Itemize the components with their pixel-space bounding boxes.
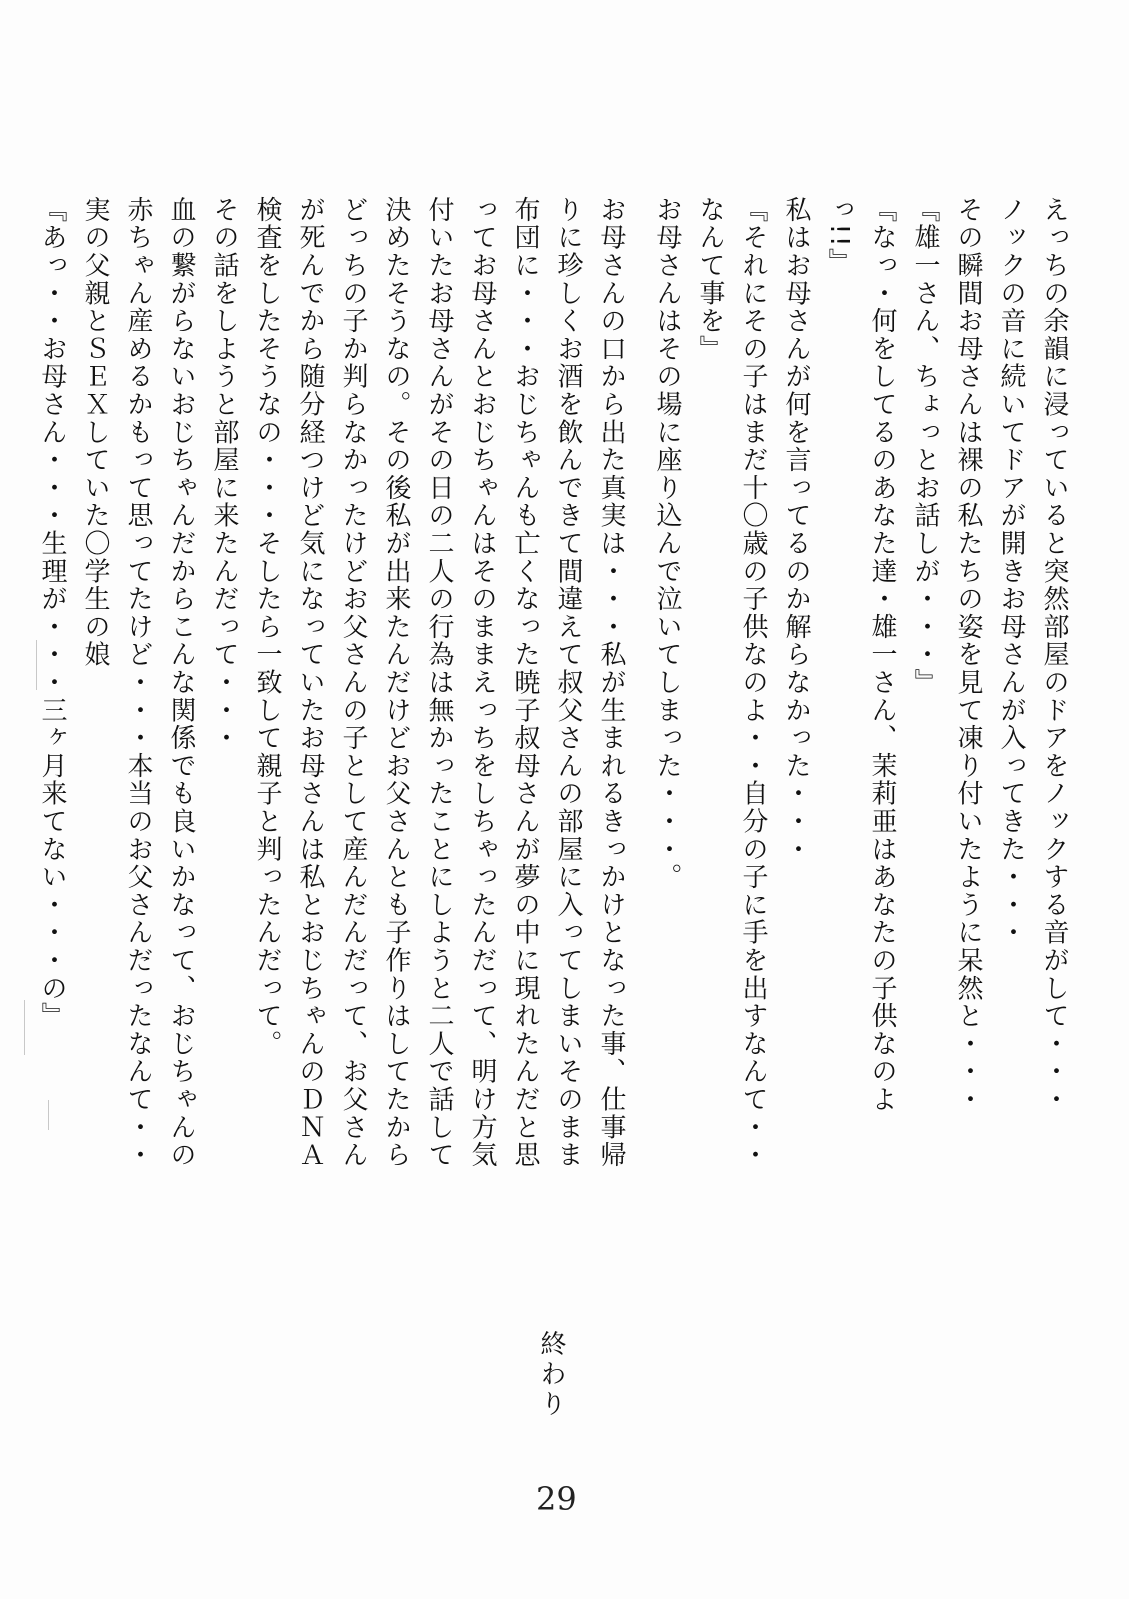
text-line: その話をしようと部屋に来たんだって・・・	[209, 196, 239, 752]
text-line: その瞬間お母さんは裸の私たちの姿を見て凍り付いたように呆然と・・・	[953, 196, 983, 1114]
scan-speck	[36, 640, 37, 690]
text-line: 『それにその子はまだ十〇歳の子供なのよ・・自分の子に手を出すなんて・・	[738, 196, 768, 1169]
text-line: 『雄一さん、ちょっとお話しが・・・』	[910, 196, 940, 697]
scan-speck	[24, 1000, 25, 1055]
text-line: 付いたお母さんがその日の二人の行為は無かったことにしようと二人で話して	[424, 196, 454, 1169]
text-line: りに珍しくお酒を飲んできて間違えて叔父さんの部屋に入ってしまいそのまま	[553, 196, 583, 1169]
text-line: なんて事を』	[695, 196, 725, 363]
text-line: えっちの余韻に浸っていると突然部屋のドアをノックする音がして・・・	[1039, 196, 1069, 1114]
text-line: 検査をしたそうなの・・・そしたら一致して親子と判ったんだって。	[252, 196, 282, 1058]
text-line: 布団に・・・おじちゃんも亡くなった暁子叔母さんが夢の中に現れたんだと思	[510, 196, 540, 1169]
text-line: どっちの子か判らなかったけどお父さんの子として産んだんだって、お父さん	[338, 196, 368, 1169]
text-line: 決めたそうなの。その後私が出来たんだけどお父さんとも子作りはしてたから	[381, 196, 411, 1169]
text-line: お母さんはその場に座り込んで泣いてしまった・・・。	[652, 196, 682, 891]
text-line: 『なっ・何をしてるのあなた達・雄一さん、茉莉亜はあなたの子供なのよ	[867, 196, 897, 1114]
scan-speck	[48, 1100, 49, 1130]
text-line: お母さんの口から出た真実は・・・私が生まれるきっかけとなった事、仕事帰	[596, 196, 626, 1169]
text-line: 血の繋がらないおじちゃんだからこんな関係でも良いかなって、おじちゃんの	[166, 196, 196, 1169]
text-line: ノックの音に続いてドアが開きお母さんが入ってきた・・・	[996, 196, 1026, 947]
text-line: 『あっ・・お母さん・・・生理が・・・三ヶ月来てない・・・の』	[37, 196, 67, 1030]
text-line: っ!!』	[824, 196, 854, 277]
page-number: 29	[536, 1480, 577, 1518]
text-line: が死んでから随分経つけど気になっていたお母さんは私とおじちゃんのＤＮＡ	[295, 196, 325, 1169]
text-line: 赤ちゃん産めるかもって思ってたけど・・・本当のお父さんだったなんて・・	[123, 196, 153, 1169]
text-line: 実の父親とＳＥＸしていた〇学生の娘	[80, 196, 110, 669]
text-line: 私はお母さんが何を言ってるのか解らなかった・・・	[781, 196, 811, 864]
end-mark: 終わり	[536, 1330, 566, 1420]
text-line: ってお母さんとおじちゃんはそのままえっちをしちゃったんだって、明け方気	[467, 196, 497, 1169]
